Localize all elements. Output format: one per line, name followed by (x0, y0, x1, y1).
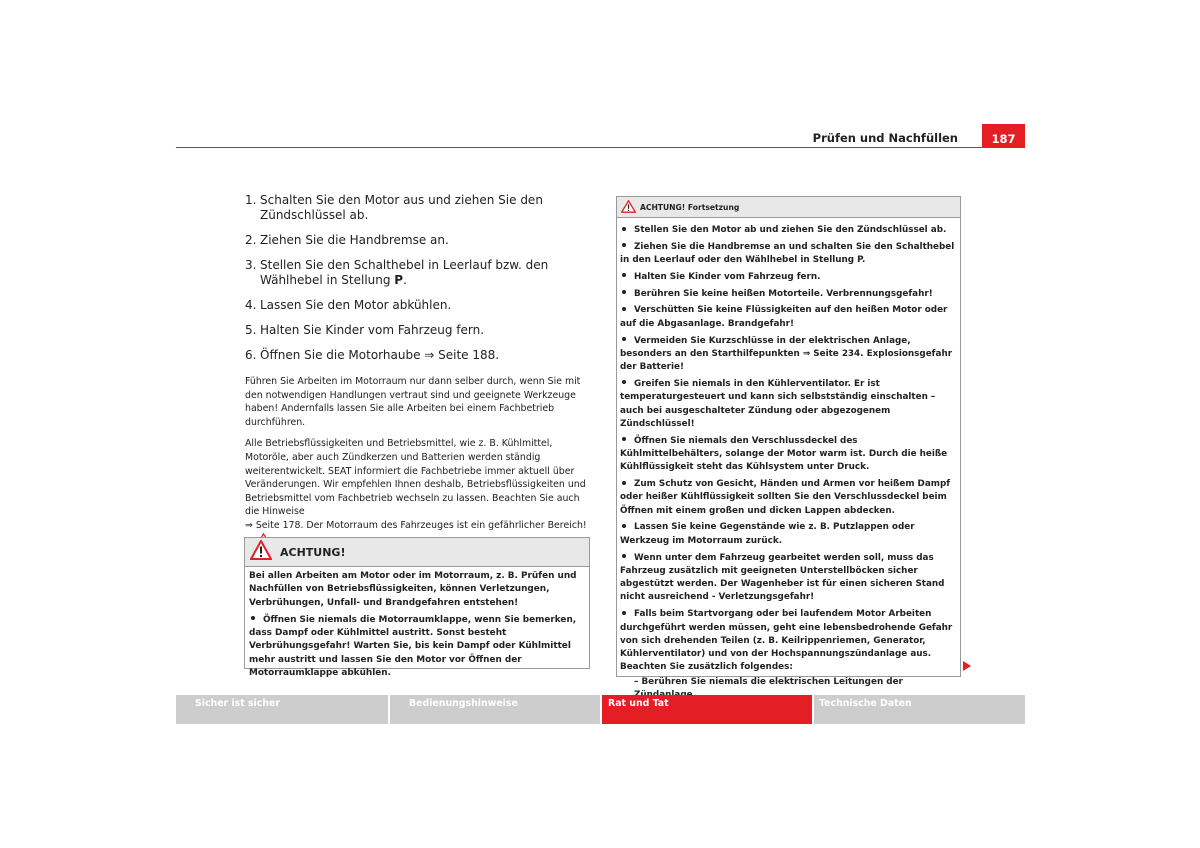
step-item (245, 323, 587, 338)
warning-item (620, 335, 956, 375)
step-text: Lassen Sie den Motor abkühlen. (260, 298, 452, 312)
warning-label: ACHTUNG! (280, 545, 346, 559)
warning-body (245, 567, 589, 680)
warning-item-text: Lassen Sie keine Gegenstände wie z. B. Putzlappen oder Werkzeug im Motorraum zurück. (620, 522, 915, 546)
warning-item-text: Falls beim Startvorgang oder bei laufendem Motor Arbeiten durchgeführt werden müssen, geht eine lebensbedrohende Gefahr von sich drehenden Teilen (z. B. Keilrippenriemen, Generator, Kühlerventilator) und von der Hochspannungszündanlage aus. Beachten Sie zusätzlich folgendes: (620, 609, 953, 673)
warning-item-text: Öffnen Sie niemals den Verschlussdeckel des Kühlmittelbehälters, solange der Motor warm ist. Durch die heiße Kühlflüssigkeit steht das Kühlsystem unter Druck. (620, 435, 948, 473)
warning-item (620, 608, 956, 702)
page-reference-link[interactable]: ⇒ Seite 178. Der Motorraum des Fahrzeuges ist ein gefährlicher Bereich! (245, 519, 587, 531)
nav-tab-bedienungshinweise[interactable]: Bedienungshinweise (390, 695, 602, 724)
warning-item (620, 435, 956, 475)
fluids-text: Alle Betriebsflüssigkeiten und Betriebsmittel, wie z. B. Kühlmittel, Motoröle, aber auch Zündkerzen und Batterien werden ständig weiterentwickelt. SEAT informiert die Fachbetriebe immer aktuell über Veränderungen. Wir empfehlen Ihnen deshalb, Betriebsflüssigkeiten und Betriebsmittel vom Fachbetrieb wechseln zu lassen. Beachten Sie auch die Hinweise (245, 438, 586, 518)
step-text: Ziehen Sie die Handbremse an. (260, 233, 449, 247)
step-number: 4. (245, 298, 257, 312)
warning-continuation-header (617, 197, 960, 218)
step-page-link[interactable]: Seite 188. (434, 348, 500, 362)
bullet-icon (622, 273, 626, 277)
warning-intro: Bei allen Arbeiten am Motor oder im Motorraum, z. B. Prüfen und Nachfüllen von Betriebsflüssigkeiten, können Verletzungen, Verbrühungen, Unfall- und Brandgefahren entstehen! (249, 571, 577, 608)
step-text: Halten Sie Kinder vom Fahrzeug fern. (260, 323, 485, 337)
warning-item-text: Wenn unter dem Fahrzeug gearbeitet werden soll, muss das Fahrzeug zusätzlich mit geeigneten Unterstellböcken sicher abgestützt werden. Der Wagenheber ist für einen sicheren Stand nicht ausreichend - Verletzungsgefahr! (620, 552, 945, 603)
warning-sub-item: – Berühren Sie niemals die elektrischen Leitungen der (634, 676, 903, 687)
continue-arrow-icon[interactable] (963, 661, 971, 671)
bullet-icon (622, 380, 626, 384)
bullet-icon (622, 227, 626, 231)
fluids-paragraph (245, 437, 587, 548)
warning-item (620, 241, 956, 268)
warning-item (620, 552, 956, 605)
nav-tab-sicher-ist-sicher[interactable]: Sicher ist sicher (176, 695, 390, 724)
warning-header (245, 538, 589, 567)
page-ref-arrow: ⇒ (424, 348, 435, 362)
bullet-icon (622, 481, 626, 485)
warning-item (620, 224, 956, 237)
warning-continuation-box (616, 196, 961, 687)
bullet-icon (622, 437, 626, 441)
header-rule (176, 147, 1025, 148)
warning-item-text: Berühren Sie keine heißen Motorteile. Verbrennungsgefahr! (634, 288, 933, 299)
step-text: Öffnen Sie die Motorhaube (260, 348, 425, 362)
left-column (245, 193, 587, 556)
warning-item-text: Greifen Sie niemals in den Kühlerventilator. Er ist temperaturgesteuert und kann sich selbstständig einschalten – auch bei ausgeschalteter Zündung oder abgezogenem Zündschlüssel! (620, 378, 936, 429)
bullet-icon (251, 616, 255, 620)
step-text-bold: P (394, 273, 404, 287)
warning-box (244, 537, 590, 679)
step-item (245, 233, 587, 248)
warning-continuation-body (617, 218, 960, 702)
warning-item-text: Stellen Sie den Motor ab und ziehen Sie den Zündschlüssel ab. (634, 225, 947, 235)
warning-triangle-icon (250, 540, 272, 564)
step-item (245, 298, 587, 313)
step-number: 5. (245, 323, 257, 337)
nav-tab-rat-und-tat[interactable]: Rat und Tat (602, 695, 814, 724)
bullet-icon (622, 611, 626, 615)
page-number: 187 (982, 124, 1025, 148)
bullet-icon (622, 290, 626, 294)
steps-list (245, 193, 587, 363)
bullet-icon (622, 243, 626, 247)
bullet-icon (622, 337, 626, 341)
warning-item (620, 521, 956, 548)
step-item (245, 258, 587, 288)
warning-item (620, 271, 956, 284)
warning-item-text: Ziehen Sie die Handbremse an und schalten Sie den Schalthebel in den Leerlauf oder den Wählhebel in Stellung P. (620, 241, 955, 266)
step-number: 2. (245, 233, 257, 247)
section-title: Prüfen und Nachfüllen (812, 131, 958, 145)
warning-bullet-text: Öffnen Sie niemals die Motorraumklappe, wenn Sie bemerken, dass Dampf oder Kühlmittel austritt. Sonst besteht Verbrühungsgefahr! Warten Sie, bis kein Dampf oder Kühlmittel mehr austritt und lassen Sie den Motor vor Öffnen der Motorraumklappe abkühlen. (249, 614, 577, 679)
warning-item (620, 304, 956, 331)
warning-triangle-icon (621, 198, 636, 217)
step-text: Schalten Sie den Motor aus und ziehen Sie den Zündschlüssel ab. (260, 193, 543, 222)
warning-bullet (249, 614, 585, 680)
chapter-nav (176, 695, 1025, 724)
warning-item (620, 478, 956, 518)
bullet-icon (622, 554, 626, 558)
step-text: . (403, 273, 407, 287)
step-text: Stellen Sie den Schalthebel in Leerlauf bzw. den Wählhebel in Stellung (260, 258, 549, 287)
step-item (245, 193, 587, 223)
warning-continuation-label: ACHTUNG! Fortsetzung (640, 202, 740, 212)
step-number: 6. (245, 348, 257, 362)
nav-tab-technische-daten[interactable]: Technische Daten (814, 695, 1025, 724)
warning-item-text: Zum Schutz von Gesicht, Händen und Armen vor heißem Dampf oder heißer Kühlflüssigkeit sollten Sie den Verschlussdeckel beim Öffnen mit einem großen und dicken Lappen abdecken. (620, 479, 951, 516)
warning-item-text: Verschütten Sie keine Flüssigkeiten auf den heißen Motor oder auf die Abgasanlage. Brandgefahr! (620, 305, 948, 329)
warning-item-text: Vermeiden Sie Kurzschlüsse in der elektrischen Anlage, besonders an den Starthilfepunkten ⇒ Seite 234. Explosionsgefahr der Batterie! (620, 335, 953, 373)
intro-paragraph: Führen Sie Arbeiten im Motorraum nur dann selber durch, wenn Sie mit den notwendigen Handlungen vertraut sind und geeignete Werkzeuge haben! Andernfalls lassen Sie alle Arbeiten bei einem Fachbetrieb durchführen. (245, 376, 581, 428)
warning-item (620, 378, 956, 431)
bullet-icon (622, 307, 626, 311)
step-item (245, 348, 587, 363)
step-number: 3. (245, 258, 257, 272)
bullet-icon (622, 524, 626, 528)
warning-item-text: Halten Sie Kinder vom Fahrzeug fern. (634, 271, 821, 282)
step-number: 1. (245, 193, 257, 207)
warning-item (620, 288, 956, 301)
